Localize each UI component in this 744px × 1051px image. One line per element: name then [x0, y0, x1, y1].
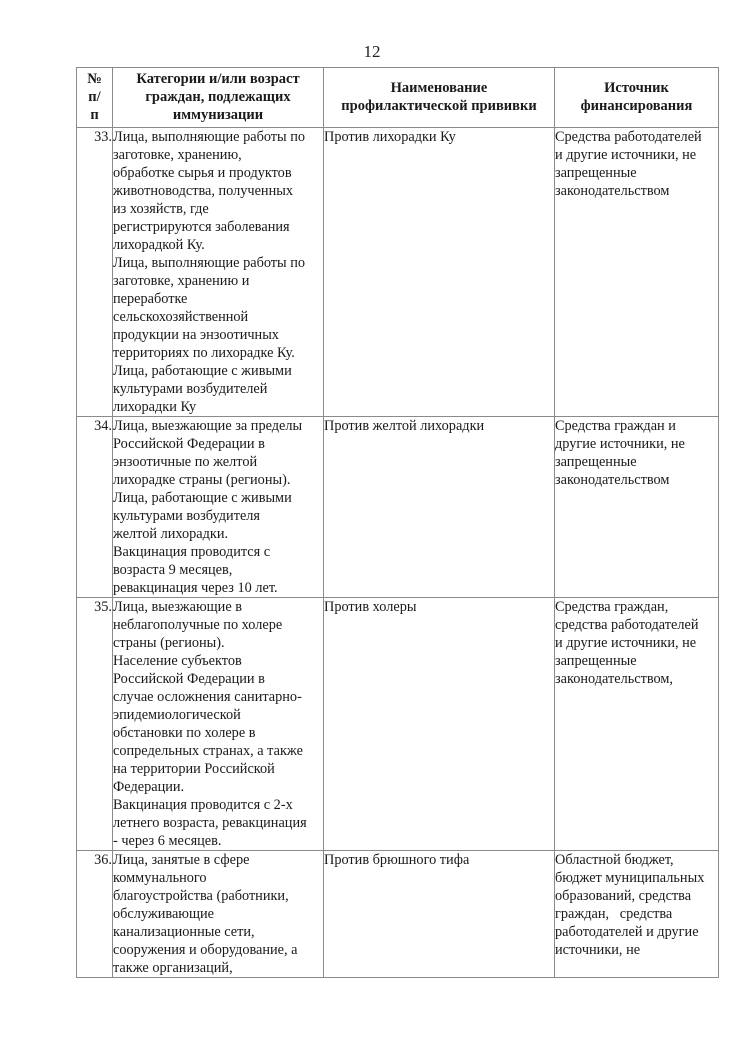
funding-line: Средства граждан и	[555, 418, 676, 434]
funding-line: другие источники, не	[555, 436, 685, 452]
category-line: культурами возбудителей	[113, 381, 268, 397]
header-vaccine-line: Наименование	[390, 80, 488, 96]
category-cell	[113, 851, 324, 978]
category-line: лихорадке страны (регионы).	[113, 472, 291, 488]
vaccine-cell	[324, 128, 555, 417]
category-line: Лица, выезжающие за пределы	[113, 418, 303, 434]
header-number-line: п/	[88, 89, 101, 105]
category-line: энзоотичные по желтой	[113, 454, 258, 470]
funding-line: Средства работодателей	[555, 129, 702, 145]
vaccine-cell	[324, 417, 555, 598]
funding-line: источники, не	[555, 942, 641, 958]
funding-line: законодательством	[555, 472, 670, 488]
table-row	[77, 128, 719, 417]
header-funding	[555, 68, 719, 128]
category-line: из хозяйств, где	[113, 201, 209, 217]
category-line: на территории Российской	[113, 761, 275, 777]
category-line: сооружения и оборудование, а	[113, 942, 298, 958]
vaccine-cell	[324, 851, 555, 978]
category-line: ревакцинация через 10 лет.	[113, 580, 278, 596]
header-vaccine	[324, 68, 555, 128]
category-cell	[113, 128, 324, 417]
vaccine-cell	[324, 598, 555, 851]
table-row	[77, 417, 719, 598]
funding-line: законодательством,	[555, 671, 673, 687]
row-number: 34.	[77, 417, 113, 598]
header-category-line: Категории и/или возраст	[136, 71, 300, 87]
funding-line: бюджет муниципальных	[555, 870, 705, 886]
funding-line: запрещенные	[555, 653, 637, 669]
category-line: лихорадкой Ку.	[113, 237, 205, 253]
header-funding-line: финансирования	[580, 98, 693, 114]
category-line: переработке	[113, 291, 188, 307]
funding-line: запрещенные	[555, 165, 637, 181]
row-number: 33.	[77, 128, 113, 417]
row-number: 36.	[77, 851, 113, 978]
category-line: эпидемиологической	[113, 707, 241, 723]
header-category-line: граждан, подлежащих	[145, 89, 291, 105]
category-line: животноводства, полученных	[113, 183, 293, 199]
vaccine-name: Против желтой лихорадки	[324, 418, 485, 434]
category-line: неблагополучные по холере	[113, 617, 283, 633]
category-line: обработке сырья и продуктов	[113, 165, 292, 181]
category-line: обслуживающие	[113, 906, 214, 922]
funding-cell	[555, 417, 719, 598]
category-line: Федерации.	[113, 779, 185, 795]
category-line: Лица, занятые в сфере	[113, 852, 250, 868]
row-number: 35.	[77, 598, 113, 851]
category-line: территориях по лихорадке Ку.	[113, 345, 295, 361]
category-line: Лица, выезжающие в	[113, 599, 242, 615]
header-category-line: иммунизации	[172, 107, 264, 123]
header-category	[113, 68, 324, 128]
page-number: 12	[363, 42, 381, 61]
vaccine-name: Против лихорадки Ку	[324, 129, 456, 145]
category-line: возраста 9 месяцев,	[113, 562, 233, 578]
funding-line: и другие источники, не	[555, 147, 697, 163]
header-vaccine-line: профилактической прививки	[341, 98, 537, 114]
category-line: заготовке, хранению и	[113, 273, 250, 289]
funding-line: Средства граждан,	[555, 599, 669, 615]
category-line: сельскохозяйственной	[113, 309, 249, 325]
category-line: коммунального	[113, 870, 207, 886]
category-line: Вакцинация проводится с 2-х	[113, 797, 293, 813]
category-line: благоустройства (работники,	[113, 888, 289, 904]
category-line: Российской Федерации в	[113, 671, 265, 687]
category-line: регистрируются заболевания	[113, 219, 290, 235]
category-cell	[113, 417, 324, 598]
funding-cell	[555, 851, 719, 978]
category-line: Население субъектов	[113, 653, 242, 669]
category-line: желтой лихорадки.	[113, 526, 229, 542]
funding-line: и другие источники, не	[555, 635, 697, 651]
category-line: Лица, выполняющие работы по	[113, 129, 306, 145]
table-row	[77, 851, 719, 978]
table-header-row	[77, 68, 719, 128]
category-line: - через 6 месяцев.	[113, 833, 222, 849]
funding-cell	[555, 128, 719, 417]
category-line: культурами возбудителя	[113, 508, 261, 524]
category-line: Российской Федерации в	[113, 436, 265, 452]
funding-cell	[555, 598, 719, 851]
funding-line: образований, средства	[555, 888, 692, 904]
header-funding-line: Источник	[604, 80, 669, 96]
funding-line: граждан, средства	[555, 906, 673, 922]
table-row	[77, 598, 719, 851]
funding-line: Областной бюджет,	[555, 852, 674, 868]
category-line: страны (регионы).	[113, 635, 225, 651]
category-line: случае осложнения санитарно-	[113, 689, 302, 705]
category-line: канализационные сети,	[113, 924, 255, 940]
header-number	[77, 68, 113, 128]
category-cell	[113, 598, 324, 851]
category-line: Лица, работающие с живыми	[113, 363, 292, 379]
category-line: Вакцинация проводится с	[113, 544, 271, 560]
category-line: обстановки по холере в	[113, 725, 256, 741]
category-line: лихорадки Ку	[113, 399, 197, 415]
funding-line: запрещенные	[555, 454, 637, 470]
category-line: Лица, выполняющие работы по	[113, 255, 306, 271]
header-number-line: п	[90, 107, 99, 123]
category-line: Лица, работающие с живыми	[113, 490, 292, 506]
funding-line: работодателей и другие	[555, 924, 699, 940]
category-line: также организаций,	[113, 960, 233, 976]
immunization-table	[76, 67, 719, 978]
category-line: продукции на энзоотичных	[113, 327, 279, 343]
category-line: летнего возраста, ревакцинация	[113, 815, 307, 831]
funding-line: средства работодателей	[555, 617, 699, 633]
vaccine-name: Против брюшного тифа	[324, 852, 470, 868]
category-line: сопредельных странах, а также	[113, 743, 303, 759]
funding-line: законодательством	[555, 183, 670, 199]
vaccine-name: Против холеры	[324, 599, 417, 615]
category-line: заготовке, хранению,	[113, 147, 242, 163]
header-number-line: №	[87, 71, 102, 87]
